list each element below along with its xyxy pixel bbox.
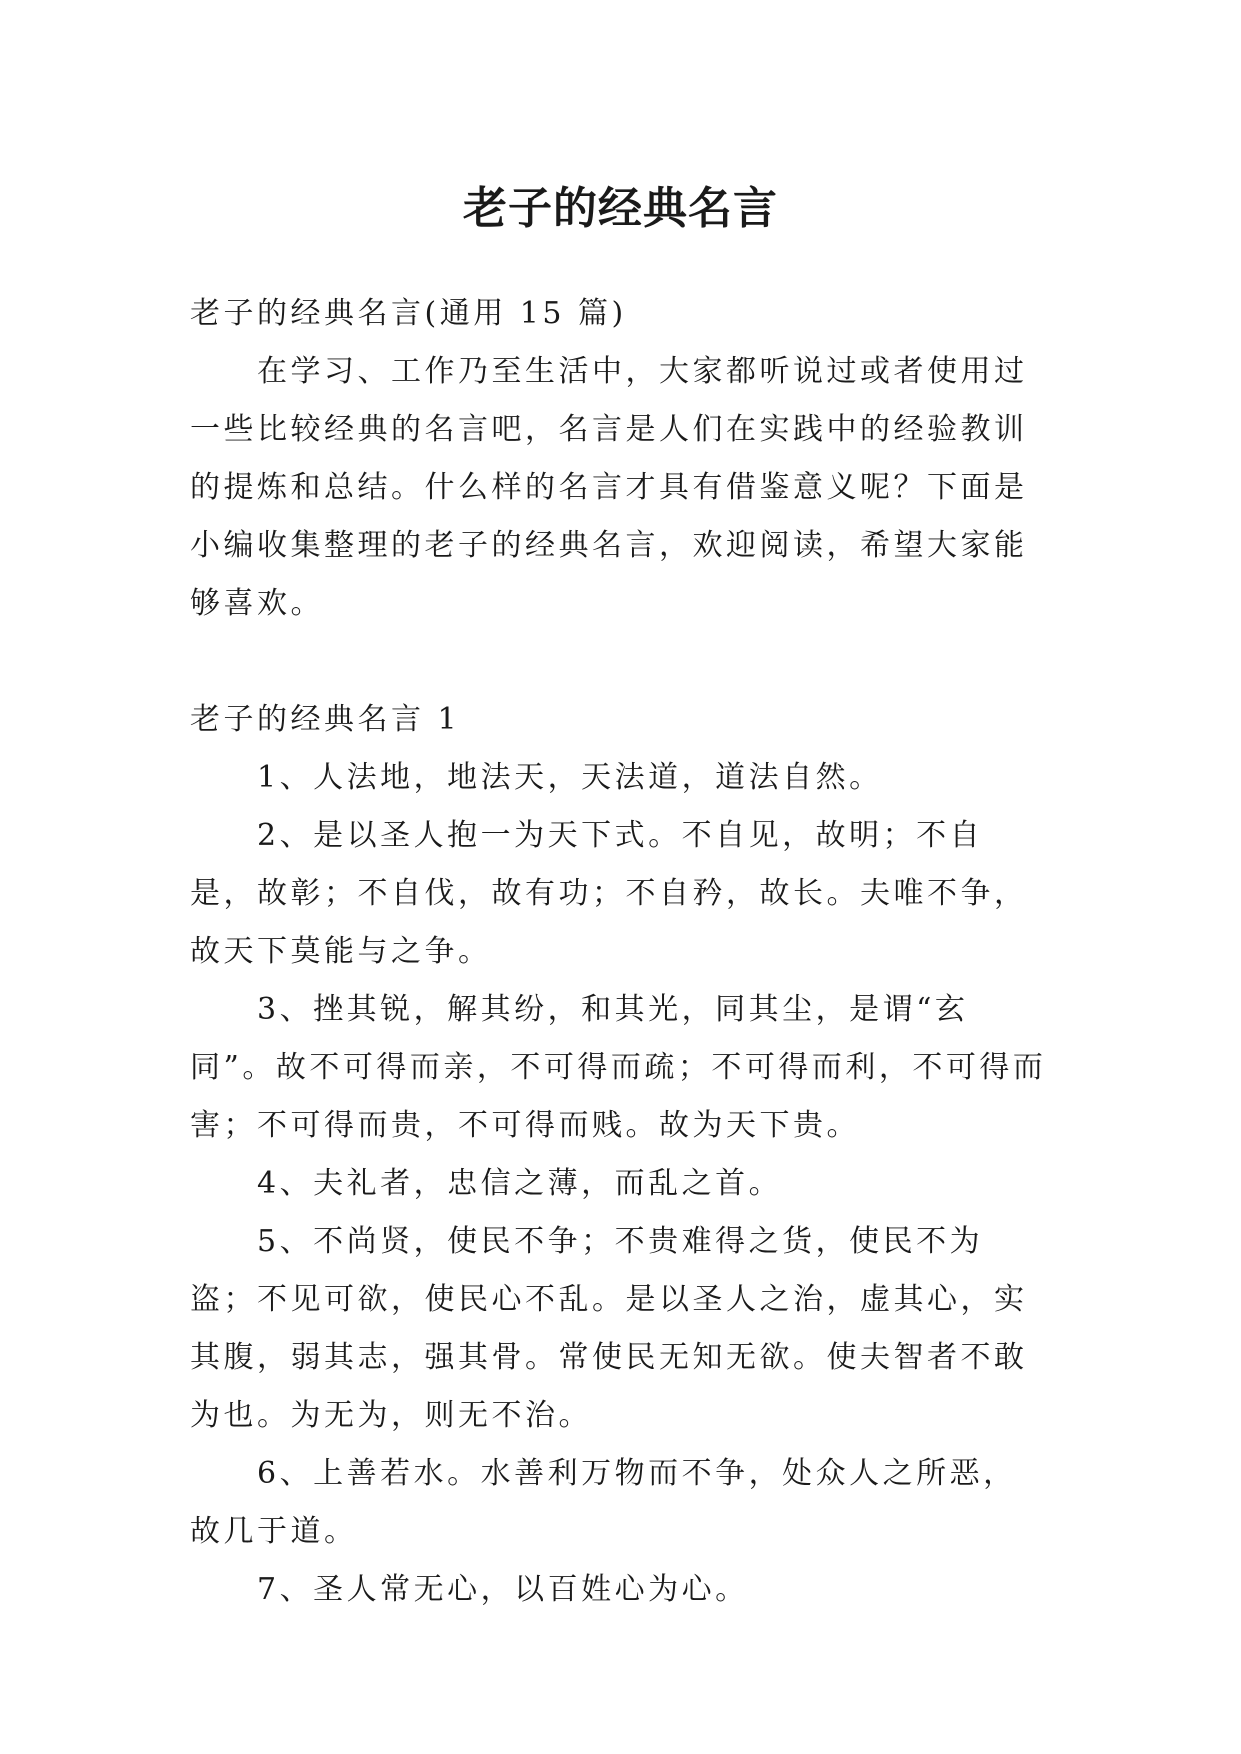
quote-item-6: 6、上善若水。水善利万物而不争，处众人之所恶，故几于道。 <box>190 1456 1017 1549</box>
section-heading: 老子的经典名言 1 <box>190 702 461 737</box>
quote-item-3: 3、挫其锐，解其纷，和其光，同其尘，是谓“玄同”。故不可得而亲，不可得而疏；不可得而利，不可得而害；不可得而贵，不可得而贱。故为天下贵。 <box>190 992 1047 1143</box>
quote-item-1: 1、人法地，地法天，天法道，道法自然。 <box>257 760 883 795</box>
paragraph-spacer <box>190 633 1050 691</box>
quote-item-2: 2、是以圣人抱一为天下式。不自见，故明；不自是，故彰；不自伐，故有功；不自矜，故长。夫唯不争，故天下莫能与之争。 <box>190 818 1028 969</box>
quote-item-4: 4、夫礼者，忠信之薄，而乱之首。 <box>257 1166 783 1201</box>
quote-item-7: 7、圣人常无心，以百姓心为心。 <box>257 1572 749 1607</box>
quote-item-5: 5、不尚贤，使民不争；不贵难得之货，使民不为盗；不见可欲，使民心不乱。是以圣人之治，虚其心，实其腹，弱其志，强其骨。常使民无知无欲。使夫智者不敢为也。为无为，则无不治。 <box>190 1224 1028 1433</box>
page-title: 老子的经典名言 <box>463 183 778 235</box>
document-body <box>190 285 1050 1619</box>
intro-paragraph: 在学习、工作乃至生活中，大家都听说过或者使用过一些比较经典的名言吧，名言是人们在实践中的经验教训的提炼和总结。什么样的名言才具有借鉴意义呢？下面是小编收集整理的老子的经典名言，欢迎阅读，希望大家能够喜欢。 <box>190 354 1028 621</box>
document-subtitle: 老子的经典名言(通用 15 篇) <box>190 296 627 331</box>
